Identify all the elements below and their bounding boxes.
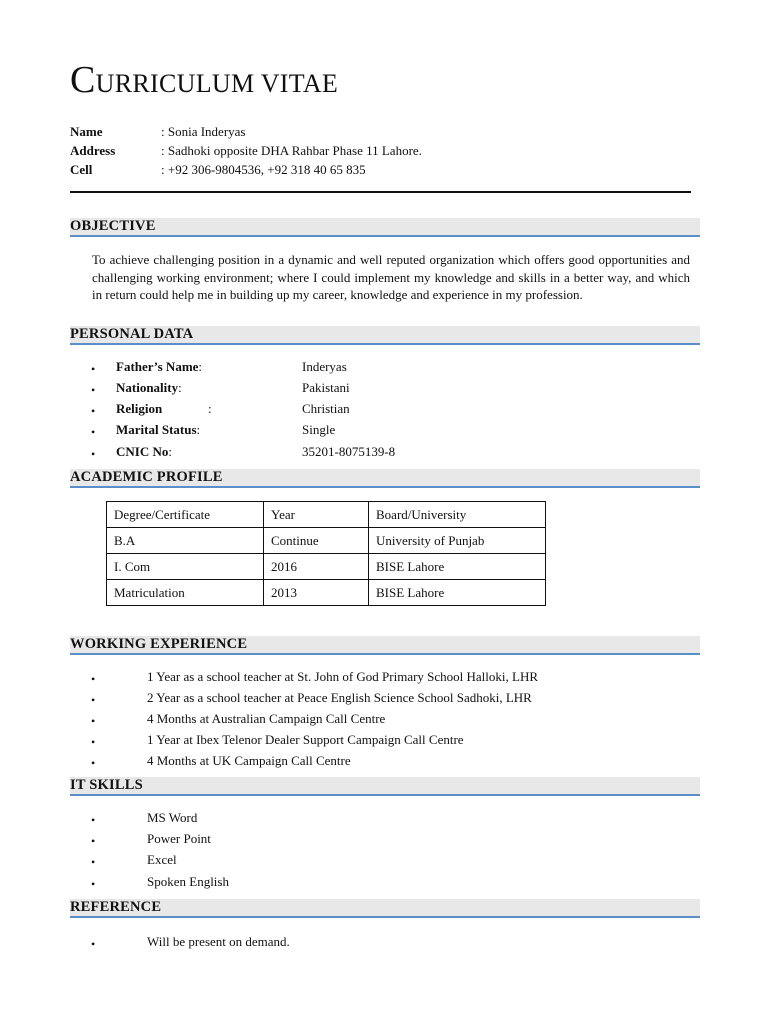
personal-cnic-label: CNIC No: (116, 444, 172, 459)
personal-marital-value: Single (302, 422, 336, 437)
table-row (107, 580, 546, 606)
bullet-icon: • (91, 362, 96, 376)
section-personal-data-heading: PERSONAL DATA (70, 326, 194, 342)
skill-item: Spoken English (147, 874, 229, 889)
contact-cell-value: : +92 306-9804536, +92 318 40 65 835 (161, 162, 366, 177)
table-row (107, 528, 546, 554)
personal-religion-value: Christian (302, 401, 350, 416)
table-cell: B.A (107, 528, 264, 554)
bullet-icon: • (91, 404, 96, 418)
table-cell: BISE Lahore (369, 580, 546, 606)
table-cell: University of Punjab (369, 528, 546, 554)
experience-item: 2 Year as a school teacher at Peace English Science School Sadhoki, LHR (147, 690, 532, 705)
bullet-icon: • (91, 425, 96, 439)
table-cell: Continue (264, 528, 369, 554)
bullet-icon: • (91, 756, 96, 770)
table-cell: 2013 (264, 580, 369, 606)
bullet-icon: • (91, 693, 96, 707)
table-header-cell: Degree/Certificate (107, 502, 264, 528)
skill-item: MS Word (147, 810, 198, 825)
experience-item: 4 Months at UK Campaign Call Centre (147, 753, 351, 768)
section-working-experience (70, 636, 700, 655)
section-it-skills (70, 777, 700, 796)
table-row (107, 554, 546, 580)
section-personal-data (70, 326, 700, 345)
contact-name-value: : Sonia Inderyas (161, 124, 246, 139)
table-cell: BISE Lahore (369, 554, 546, 580)
personal-father-label: Father’s Name: (116, 359, 203, 374)
contact-address-label: Address (70, 143, 116, 158)
skill-item: Excel (147, 852, 177, 867)
bullet-icon: • (91, 735, 96, 749)
contact-cell-label: Cell (70, 162, 93, 177)
section-reference-heading: REFERENCE (70, 899, 162, 915)
table-cell: I. Com (107, 554, 264, 580)
personal-marital-label: Marital Status: (116, 422, 201, 437)
section-academic-profile (70, 469, 700, 488)
document-title: CURRICULUM VITAE (70, 59, 339, 101)
table-header-cell: Board/University (369, 502, 546, 528)
bullet-icon: • (91, 877, 96, 891)
section-reference (70, 899, 700, 918)
personal-religion-sep: : (208, 401, 212, 416)
section-academic-profile-heading: ACADEMIC PROFILE (70, 469, 223, 485)
personal-nationality-label: Nationality: (116, 380, 182, 395)
personal-nationality-value: Pakistani (302, 380, 350, 395)
personal-religion-label: Religion (116, 401, 163, 416)
bullet-icon: • (91, 813, 96, 827)
bullet-icon: • (91, 447, 96, 461)
table-header-row (107, 502, 546, 528)
bullet-icon: • (91, 383, 96, 397)
academic-table (106, 501, 546, 606)
objective-text: To achieve challenging position in a dynamic and well reputed organization which offers good opportunities and challenging working environment; where I could implement my knowledge and skills in a better way, and which in return could help me in building up my career, knowledge and experience in my profession. (92, 252, 690, 303)
header-divider (70, 191, 691, 193)
section-objective (70, 218, 700, 237)
bullet-icon: • (91, 672, 96, 686)
contact-name-label: Name (70, 124, 103, 139)
bullet-icon: • (91, 937, 96, 951)
contact-address-value: : Sadhoki opposite DHA Rahbar Phase 11 Lahore. (161, 143, 422, 158)
personal-father-value: Inderyas (302, 359, 347, 374)
bullet-icon: • (91, 714, 96, 728)
table-header-cell: Year (264, 502, 369, 528)
skill-item: Power Point (147, 831, 211, 846)
table-cell: 2016 (264, 554, 369, 580)
section-objective-heading: OBJECTIVE (70, 218, 156, 234)
experience-item: 4 Months at Australian Campaign Call Centre (147, 711, 386, 726)
section-it-skills-heading: IT SKILLS (70, 777, 143, 793)
experience-item: 1 Year as a school teacher at St. John of God Primary School Halloki, LHR (147, 669, 539, 684)
bullet-icon: • (91, 834, 96, 848)
reference-item: Will be present on demand. (147, 934, 290, 949)
table-cell: Matriculation (107, 580, 264, 606)
experience-item: 1 Year at Ibex Telenor Dealer Support Campaign Call Centre (147, 732, 464, 747)
bullet-icon: • (91, 855, 96, 869)
personal-cnic-value: 35201-8075139-8 (302, 444, 396, 459)
section-working-experience-heading: WORKING EXPERIENCE (70, 636, 248, 652)
